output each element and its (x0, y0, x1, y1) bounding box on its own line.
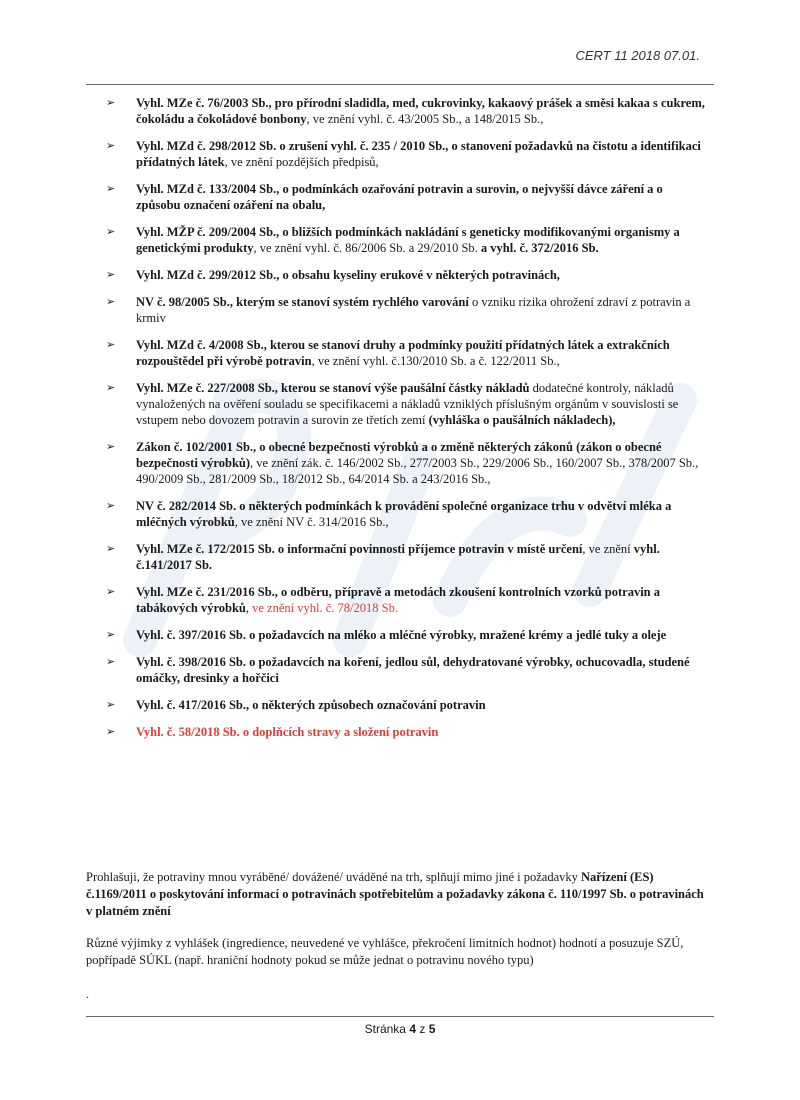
footer-rule (86, 1016, 714, 1017)
arrow-bullet-icon: ➢ (106, 499, 116, 512)
trailing-dot: . (86, 987, 89, 1001)
list-item-text: NV č. 98/2005 Sb., kterým se stanoví systém rychlého varování (136, 295, 469, 309)
list-item-text: Vyhl. MZd č. 298/2012 Sb. o zrušení vyhl. č. 235 / 2010 Sb., o stanovení požadavků na čistotu a identifikaci přídatných látek (136, 139, 701, 169)
declaration-paragraph (86, 869, 706, 920)
arrow-bullet-icon: ➢ (106, 542, 116, 555)
arrow-bullet-icon: ➢ (106, 268, 116, 281)
list-item-text: NV č. 282/2014 Sb. o některých podmínkách k provádění společné organizace trhu v odvětví mléka a mléčných výrobků (136, 499, 672, 529)
arrow-bullet-icon: ➢ (106, 440, 116, 453)
list-item (106, 439, 706, 487)
list-item-text: , ve znění zák. č. 146/2002 Sb., 277/2003 Sb., 229/2006 Sb., 160/2007 Sb., 378/2007 Sb., 490/2009 Sb., 281/2009 Sb., 18/2012 Sb., 64/2014 Sb. a 243/2016 Sb., (136, 456, 699, 486)
list-item-text: , ve znění NV č. 314/2016 Sb., (234, 515, 389, 529)
document-reference: CERT 11 2018 07.01. (575, 48, 700, 63)
arrow-bullet-icon: ➢ (106, 225, 116, 238)
list-item-text: Zákon č. 102/2001 Sb., o obecné bezpečnosti výrobků a o změně některých zákonů (zákon o obecné bezpečnosti výrobků) (136, 440, 662, 470)
list-item (106, 498, 706, 530)
declaration-text: Prohlašuji, že potraviny mnou vyráběné/ dovážené/ uváděné na trh, splňují mimo jiné i požadavky (86, 870, 582, 884)
list-item (106, 654, 706, 686)
list-item (106, 138, 706, 170)
list-item (106, 294, 706, 326)
list-item-text: Vyhl. č. 58/2018 Sb. o doplňcích stravy a složení potravin (136, 725, 439, 739)
list-item (106, 224, 706, 256)
list-item (106, 627, 706, 643)
list-item-text: Vyhl. č. 397/2016 Sb. o požadavcích na mléko a mléčné výrobky, mražené krémy a jedlé tuky a oleje (136, 628, 667, 642)
arrow-bullet-icon: ➢ (106, 698, 116, 711)
list-item-text: Vyhl. MZe č. 231/2016 Sb., o odběru, přípravě a metodách zkoušení kontrolních vzorků potravin a tabákových výrobků (136, 585, 660, 615)
list-item (106, 267, 706, 283)
list-item-text: dodatečné kontroly, nákladů vynaložených na ověření souladu se specifikacemi a nákladů vzniklých příslušným orgánům v souvislosti se vstupem nebo dovozem potravin a surovin ze třetích zemí (136, 381, 679, 427)
list-item-text: Vyhl. MZe č. 76/2003 Sb., pro přírodní sladidla, med, cukrovinky, kakaový prášek a směsi kakaa s cukrem, čokoládu a čokoládové bonbony (136, 96, 705, 126)
arrow-bullet-icon: ➢ (106, 655, 116, 668)
page-number (0, 1022, 800, 1036)
list-item-text: Vyhl. MZd č. 4/2008 Sb., kterou se stanoví druhy a podmínky použití přídatných látek a extrakčních rozpouštědel při výrobě potravin (136, 338, 670, 368)
list-item-text: , ve znění pozdějších předpisů, (224, 155, 379, 169)
header-rule (86, 84, 714, 85)
list-item-text: a vyhl. č. 372/2016 Sb. (480, 241, 599, 255)
list-item-text: Vyhl. MZe č. 227/2008 Sb., kterou se stanoví výše paušální částky nákladů (136, 381, 530, 395)
list-item-text: , ve znění vyhl. č. 86/2006 Sb. a 29/2010 Sb. (253, 241, 481, 255)
list-item-text: Vyhl. MŽP č. 209/2004 Sb., o bližších podmínkách nakládání s geneticky modifikovanými organismy a genetickými produkty (136, 225, 680, 255)
declaration-regulation: Nařízení (ES) č.1169/2011 o poskytování informací o potravinách spotřebitelům a požadavky zákona č. 110/1997 Sb. o potravinách v platném znění (86, 870, 704, 918)
arrow-bullet-icon: ➢ (106, 381, 116, 394)
regulation-list (106, 95, 706, 751)
arrow-bullet-icon: ➢ (106, 139, 116, 152)
list-item (106, 181, 706, 213)
list-item-text: , ve znění vyhl. č. 43/2005 Sb., a 148/2015 Sb., (306, 112, 544, 126)
list-item (106, 697, 706, 713)
list-item (106, 95, 706, 127)
list-item-text: Vyhl. č. 417/2016 Sb., o některých způsobech označování potravin (136, 698, 486, 712)
list-item-text: Vyhl. MZe č. 172/2015 Sb. o informační povinnosti příjemce potravin v místě určení (136, 542, 583, 556)
page-number-text: Stránka 4 z 5 (364, 1022, 436, 1036)
list-item-text: Vyhl. č. 398/2016 Sb. o požadavcích na koření, jedlou sůl, dehydratované výrobky, ochucovadla, studené omáčky, dresinky a hořčici (136, 655, 690, 685)
arrow-bullet-icon: ➢ (106, 628, 116, 641)
arrow-bullet-icon: ➢ (106, 295, 116, 308)
list-item (106, 541, 706, 573)
list-item-text: (vyhláška o paušálních nákladech), (428, 413, 616, 427)
list-item-text: ve znění vyhl. č. 78/2018 Sb. (252, 601, 398, 615)
list-item (106, 724, 706, 740)
arrow-bullet-icon: ➢ (106, 585, 116, 598)
list-item-text: , ve znění vyhl. č.130/2010 Sb. a č. 122/2011 Sb., (311, 354, 560, 368)
list-item (106, 337, 706, 369)
list-item (106, 380, 706, 428)
list-item (106, 584, 706, 616)
arrow-bullet-icon: ➢ (106, 338, 116, 351)
exceptions-paragraph: Různé výjimky z vyhlášek (ingredience, neuvedené ve vyhlášce, překročení limitních hodnot) hodnotí a posuzuje SZÚ, popřípadě SÚKL (např. hraniční hodnoty pokud se může jednat o potravinu nového typu) (86, 936, 684, 967)
list-item-text: vyhl. č.141/2017 Sb. (136, 542, 660, 572)
list-item-text: , (245, 601, 253, 615)
arrow-bullet-icon: ➢ (106, 725, 116, 738)
arrow-bullet-icon: ➢ (106, 96, 116, 109)
list-item-text: o vzniku rizika ohrožení zdraví z potravin a krmiv (136, 295, 691, 325)
list-item-text: , ve znění (582, 542, 634, 556)
list-item-text: Vyhl. MZd č. 299/2012 Sb., o obsahu kyseliny erukové v některých potravinách, (136, 268, 560, 282)
list-item-text: Vyhl. MZd č. 133/2004 Sb., o podmínkách ozařování potravin a surovin, o nejvyšší dávce záření a o způsobu označení ozáření na obalu, (136, 182, 663, 212)
arrow-bullet-icon: ➢ (106, 182, 116, 195)
